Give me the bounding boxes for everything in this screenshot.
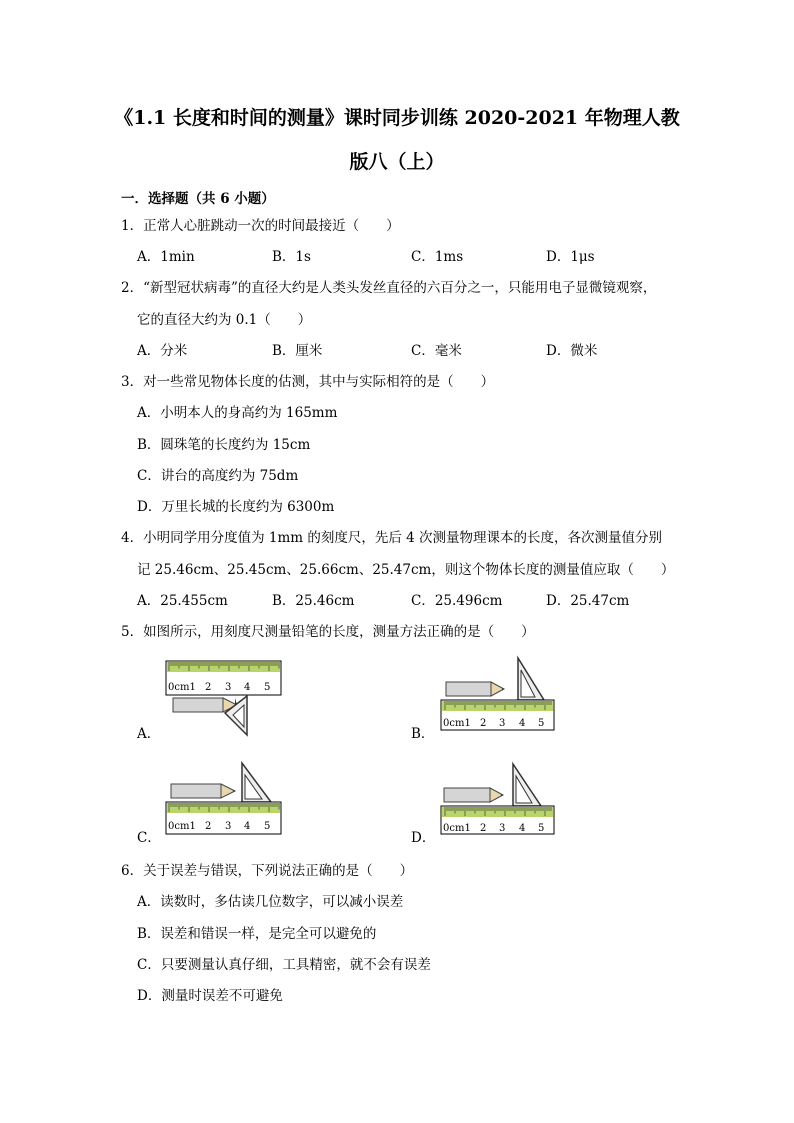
question-1-option-b: B．1s [272, 249, 311, 265]
pencil-tip [221, 784, 235, 798]
figure-b-ruler-measurement [440, 655, 558, 735]
question-2-stem-line-1: 2．“新型冠状病毒”的直径大约是人类头发丝直径的六百分之一，只能用电子显微镜观察， [121, 280, 657, 296]
ruler-label-3: 3 [225, 682, 232, 693]
pencil-body [171, 784, 221, 798]
pencil-body [446, 682, 491, 696]
ruler-label-2: 2 [205, 682, 212, 693]
ruler-label-2: 2 [205, 821, 212, 832]
ruler-label-0: 0cm1 [168, 682, 196, 693]
ruler-label-4: 4 [244, 682, 251, 693]
ruler-label-0: 0cm1 [443, 823, 471, 834]
document-title-line-1: 《1.1 长度和时间的测量》课时同步训练 2020-2021 年物理人教 [114, 107, 680, 129]
question-3-option-b: B．圆珠笔的长度约为 15cm [137, 437, 311, 453]
ruler-label-2: 2 [480, 718, 487, 729]
ruler-label-3: 3 [499, 823, 506, 834]
question-5-option-c: C． [137, 830, 161, 846]
ruler-label-3: 3 [225, 821, 232, 832]
question-6-stem: 6．关于误差与错误，下列说法正确的是（ ） [121, 863, 414, 879]
question-4-option-d: D．25.47cm [546, 593, 630, 609]
question-6-option-b: B．误差和错误一样，是完全可以避免的 [137, 926, 377, 942]
ruler-label-5: 5 [538, 823, 545, 834]
figure-a-ruler-measurement [163, 657, 288, 737]
question-1-stem: 1．正常人心脏跳动一次的时间最接近（ ） [121, 218, 400, 234]
ruler-label-0: 0cm1 [168, 821, 196, 832]
question-5-stem: 5．如图所示，用刻度尺测量铅笔的长度，测量方法正确的是（ ） [121, 624, 535, 640]
question-5-option-b: B． [411, 726, 435, 742]
section-heading: 一．选择题（共 6 小题） [121, 191, 275, 207]
question-3-option-c: C．讲台的高度约为 75dm [137, 468, 299, 484]
question-6-option-a: A．读数时，多估读几位数字，可以减小误差 [137, 894, 404, 910]
question-1-option-d: D．1μs [546, 249, 595, 265]
question-5-option-a: A． [137, 726, 161, 742]
question-2-stem-line-2: 它的直径大约为 0.1（ ） [137, 312, 312, 328]
question-3-option-a: A．小明本人的身高约为 165mm [137, 405, 338, 421]
question-2-option-b: B．厘米 [272, 343, 323, 359]
ruler-label-0: 0cm1 [443, 718, 471, 729]
question-3-stem: 3．对一些常见物体长度的估测，其中与实际相符的是（ ） [121, 374, 495, 390]
question-1-option-c: C．1ms [411, 249, 464, 265]
question-5-option-d: D． [411, 830, 436, 846]
question-2-option-c: C．毫米 [411, 343, 462, 359]
question-6-option-d: D．测量时误差不可避免 [137, 988, 283, 1004]
figure-c-ruler-measurement [163, 760, 288, 838]
question-4-stem-line-1: 4．小明同学用分度值为 1mm 的刻度尺，先后 4 次测量物理课本的长度，各次测量值分别 [121, 530, 663, 546]
question-3-option-d: D．万里长城的长度约为 6300m [137, 499, 335, 515]
ruler-label-5: 5 [264, 682, 271, 693]
pencil-body [173, 698, 223, 712]
question-2-option-a: A．分米 [137, 343, 188, 359]
pencil-body [444, 788, 490, 802]
question-2-option-d: D．微米 [546, 343, 598, 359]
ruler-label-4: 4 [519, 823, 526, 834]
ruler-label-5: 5 [264, 821, 271, 832]
document-title-line-2: 版八（上） [349, 151, 445, 173]
question-4-stem-line-2: 记 25.46cm、25.45cm、25.66cm、25.47cm，则这个物体长度的测量值应取（ ） [137, 562, 675, 578]
question-6-option-c: C．只要测量认真仔细，工具精密，就不会有误差 [137, 957, 431, 973]
figure-d-ruler-measurement [440, 760, 558, 838]
ruler-label-4: 4 [244, 821, 251, 832]
ruler-label-5: 5 [538, 718, 545, 729]
ruler-label-2: 2 [480, 823, 487, 834]
question-4-option-c: C．25.496cm [411, 593, 503, 609]
question-1-option-a: A．1min [137, 249, 195, 265]
question-4-option-a: A．25.455cm [137, 593, 228, 609]
ruler-label-4: 4 [519, 718, 526, 729]
question-4-option-b: B．25.46cm [272, 593, 355, 609]
ruler-label-3: 3 [499, 718, 506, 729]
